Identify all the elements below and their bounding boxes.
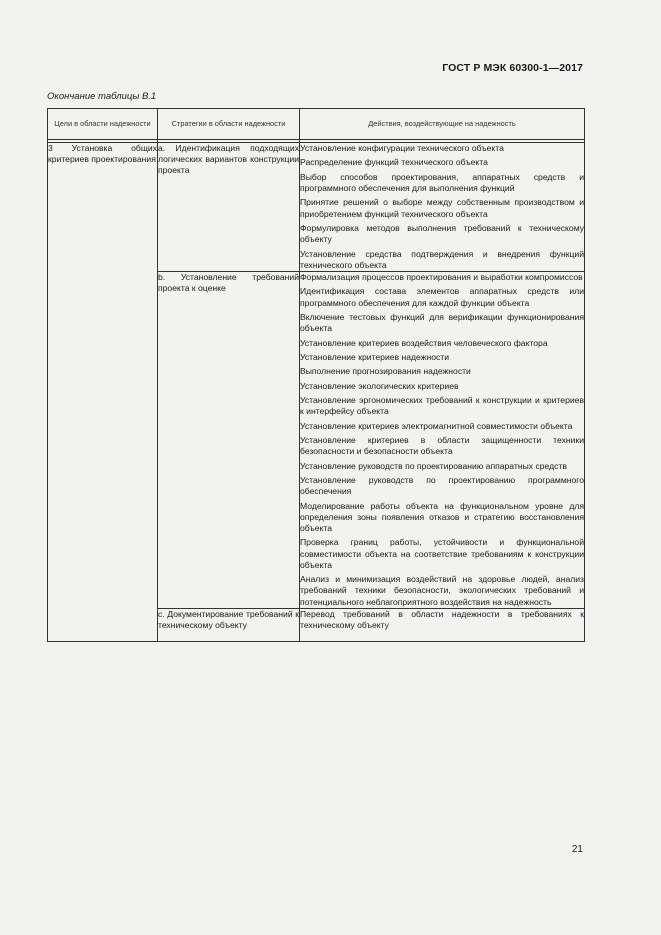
action-item: Распределение функций технического объекта (300, 157, 488, 168)
page-header-standard: ГОСТ Р МЭК 60300-1—2017 (442, 62, 583, 74)
strategy-cell-c: c. Документирование требований к техническому объекту (158, 608, 300, 641)
action-item: Формулировка методов выполнения требований к техническому объекту (300, 222, 584, 245)
strategy-cell-b: b. Установление требований проекта к оценке (158, 271, 300, 608)
column-header-strategies: Стратегии в области надежности (158, 109, 300, 140)
action-item: Установление критериев воздействия человеческого фактора (300, 337, 548, 348)
action-item: Анализ и минимизация воздействий на здоровье людей, анализ требований техники безопасности, экологических требований и потенциального неблагоприятного воздействия на надежность (300, 574, 584, 607)
action-item: Установление средства подтверждения и внедрения функций технического объекта (300, 248, 584, 270)
action-item: Формализация процессов проектирования и выработки компромиссов (300, 271, 583, 282)
action-item: Идентификация состава элементов аппаратных средств или программного обеспечения для каждой функции объекта (300, 286, 584, 308)
actions-cell-c (300, 608, 585, 641)
actions-cell-a (300, 143, 585, 272)
action-item: Перевод требований в области надежности в требованиях к техническому объекту (300, 608, 584, 631)
table-header-row (48, 109, 585, 140)
action-item: Установление критериев в области защищенности техники безопасности и безопасности объекта (300, 435, 584, 457)
goal-cell: 3 Установка общих критериев проектирования (48, 143, 158, 642)
column-header-actions: Действия, воздействующие на надежность (300, 109, 585, 140)
action-item: Установление конфигурации технического объекта (300, 143, 504, 153)
table-row (48, 143, 585, 272)
action-item: Включение тестовых функций для верификации функционирования объекта (300, 311, 584, 334)
action-item: Установление критериев электромагнитной совместимости объекта (300, 420, 573, 431)
action-item: Установление эргономических требований к конструкции и критериев к интерфейсу объекта (300, 395, 584, 417)
action-item: Установление руководств по проектированию программного обеспечения (300, 475, 584, 497)
action-item: Установление экологических критериев (300, 380, 459, 391)
action-item: Выбор способов проектирования, аппаратных средств и программного обеспечения для выполнения функций (300, 171, 584, 193)
action-item: Выполнение прогнозирования надежности (300, 366, 471, 377)
page-number: 21 (571, 844, 583, 855)
table-caption: Окончание таблицы В.1 (47, 91, 157, 102)
action-item: Установление критериев надежности (300, 351, 450, 362)
column-header-goals: Цели в области надежности (48, 109, 158, 140)
strategy-cell-a: a. Идентификация подходящих логических вариантов конструкции проекта (158, 143, 300, 272)
action-item: Моделирование работы объекта на функциональном уровне для определения зоны появления отказов и стратегию восстановления объекта (300, 500, 584, 534)
action-item: Принятие решений о выборе между собственным производством и приобретением функций технического объекта (300, 197, 584, 219)
actions-cell-b (300, 271, 585, 608)
action-item: Установление руководств по проектированию аппаратных средств (300, 460, 567, 471)
action-item: Проверка границ работы, устойчивости и функциональной совместимости объекта на соответствие требованиям к конструкции объекта (300, 537, 584, 570)
reliability-table (47, 108, 585, 642)
